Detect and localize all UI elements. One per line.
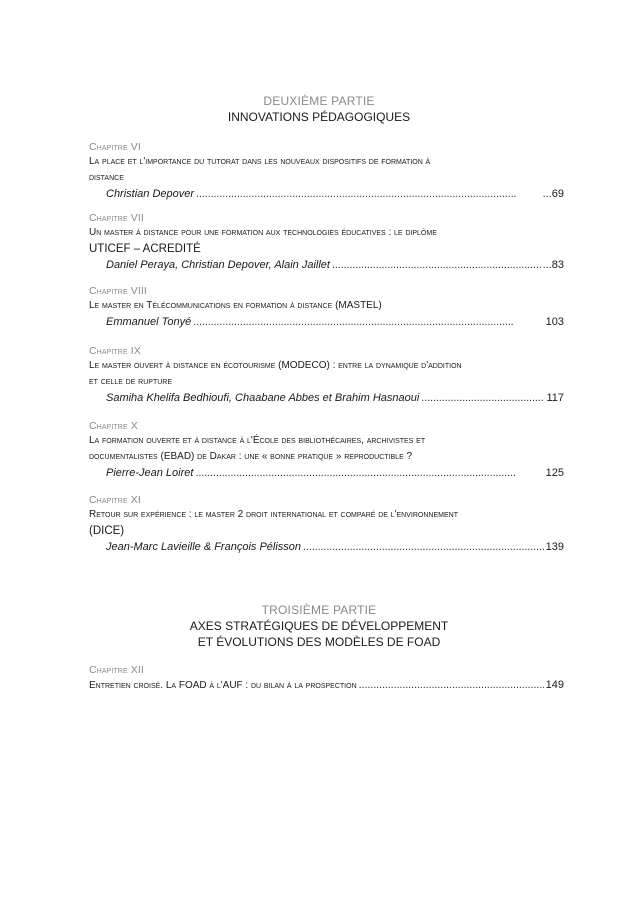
part-title-line: AXES STRATÉGIQUES DE DÉVELOPPEMENT	[189, 619, 449, 633]
toc-chapter-8[interactable]	[89, 285, 564, 330]
chapter-author: Emmanuel Tonyé	[106, 316, 192, 328]
dot-leader	[359, 677, 544, 693]
chapter-title-line: et celle de rupture	[89, 376, 173, 387]
chapter-author: Pierre-Jean Loiret	[106, 467, 194, 479]
chapter-title-line: Un master à distance pour une formation aux technologies éducatives : le diplôme	[89, 227, 437, 238]
chapter-label: Chapitre XI	[89, 494, 141, 506]
toc-entry[interactable]	[106, 390, 564, 406]
part-label: TROISIÈME PARTIE	[261, 603, 377, 617]
dot-leader	[196, 186, 541, 202]
chapter-author: Christian Depover	[106, 188, 195, 200]
page-number: ...83	[542, 259, 564, 271]
page-number: 125	[545, 467, 564, 479]
chapter-title-line: distance	[89, 172, 124, 183]
toc-entry[interactable]	[106, 257, 564, 273]
chapter-label: Chapitre IX	[89, 345, 141, 357]
toc-entry[interactable]	[106, 539, 564, 555]
chapter-label: Chapitre VII	[89, 212, 144, 224]
chapter-title-line: UTICEF – ACREDITÉ	[89, 243, 201, 255]
chapter-title-line: Entretien croisé. La FOAD à l'AUF : du bilan à la prospection	[89, 680, 357, 691]
dot-leader	[303, 539, 544, 555]
dot-leader	[193, 314, 543, 330]
chapter-label: Chapitre XII	[89, 664, 144, 676]
toc-chapter-10[interactable]	[89, 420, 564, 481]
toc-chapter-9[interactable]	[89, 345, 564, 406]
chapter-label: Chapitre VIII	[89, 285, 147, 297]
toc-entry[interactable]	[106, 186, 564, 202]
page-number: ...69	[542, 188, 564, 200]
chapter-author: Daniel Peraya, Christian Depover, Alain Jaillet	[106, 259, 330, 271]
page-number: 149	[545, 679, 564, 691]
part-label: DEUXIÈME PARTIE	[263, 94, 375, 108]
chapter-title-line: Retour sur expérience : le master 2 droit international et comparé de l'environnement	[89, 509, 458, 520]
chapter-label: Chapitre X	[89, 420, 138, 432]
toc-entry[interactable]	[106, 314, 564, 330]
part-title-line: ET ÉVOLUTIONS DES MODÈLES DE FOAD	[197, 635, 441, 649]
page-number: 139	[545, 541, 564, 553]
chapter-title-line: (DICE)	[89, 525, 125, 537]
part-heading	[0, 93, 638, 125]
part-heading	[0, 602, 638, 650]
chapter-title-line: Le master en Télécommunications en formation à distance (MASTEL)	[89, 300, 382, 311]
chapter-title-line: La place et l'importance du tutorat dans les nouveaux dispositifs de formation à	[89, 156, 431, 167]
chapter-author: Samiha Khelifa Bedhioufi, Chaabane Abbes et Brahim Hasnaoui	[106, 392, 420, 404]
toc-entry[interactable]	[89, 677, 564, 694]
toc-entry[interactable]	[106, 465, 564, 481]
dot-leader	[421, 390, 544, 406]
toc-chapter-6[interactable]	[89, 141, 564, 202]
chapter-label: Chapitre VI	[89, 141, 141, 153]
chapter-title-line: documentalistes (EBAD) de Dakar : une « bonne pratique » reproductible ?	[89, 451, 413, 462]
chapter-author: Jean-Marc Lavieille & François Pélisson	[106, 541, 302, 553]
chapter-title-line: La formation ouverte et à distance à l'École des bibliothécaires, archivistes et	[89, 435, 426, 446]
toc-chapter-12[interactable]	[89, 664, 564, 694]
toc-chapter-7[interactable]	[89, 212, 564, 273]
page-number: 103	[545, 316, 564, 328]
page-number: 117	[546, 392, 564, 404]
chapter-title-line: Le master ouvert à distance en écotourisme (MODECO) : entre la dynamique d'addition	[89, 360, 462, 371]
toc-chapter-11[interactable]	[89, 494, 564, 555]
dot-leader	[332, 257, 541, 273]
dot-leader	[195, 465, 543, 481]
part-title: INNOVATIONS PÉDAGOGIQUES	[227, 110, 411, 124]
